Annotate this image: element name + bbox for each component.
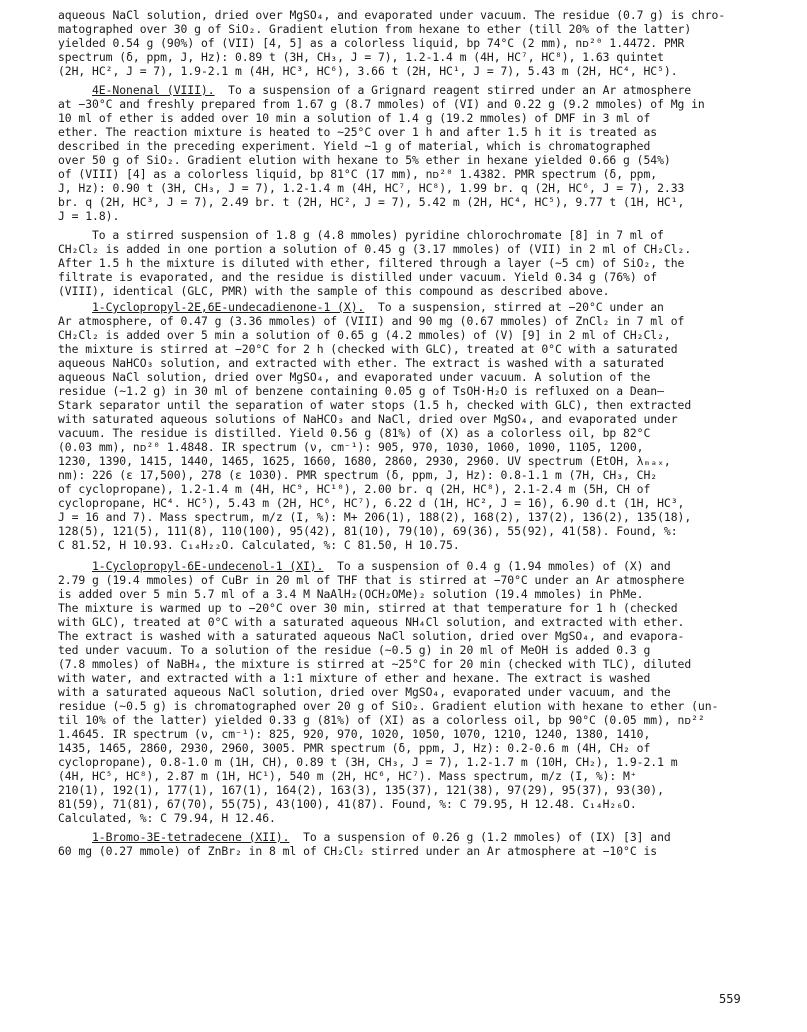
text-line: (7.8 mmoles) of NaBH₄, the mixture is stirred at ~25°C for 20 min (checked with TLC), diluted	[58, 657, 692, 671]
text-line: (VIII), identical (GLC, PMR) with the sample of this compound as described above.	[58, 284, 610, 298]
text-line: with water, and extracted with a 1:1 mixture of ether and hexane. The extract is washed	[58, 671, 651, 685]
text-line: aqueous NaCl solution, dried over MgSO₄, and evaporated under vacuum. The residue (0.7 g) is chro-	[58, 8, 726, 22]
text-line: J = 1.8).	[58, 209, 120, 223]
text-line: yielded 0.54 g (90%) of (VII) [4, 5] as a colorless liquid, bp 74°C (2 mm), nᴅ²⁰ 1.4472. PMR	[58, 36, 685, 50]
text-line: with saturated aqueous solutions of NaHCO₃ and NaCl, dried over MgSO₄, and evaporated under	[58, 412, 678, 426]
text-line: 128(5), 121(5), 111(8), 110(100), 95(42), 81(10), 79(10), 69(36), 55(92), 41(58). Found, %:	[58, 524, 678, 538]
text-line: J = 16 and 7). Mass spectrum, m/z (I, %): M+ 206(1), 188(2), 168(2), 137(2), 136(2), 135(18),	[58, 510, 692, 524]
text-line: residue (~0.5 g) is chromatographed over 20 g of SiO₂. Gradient elution with hexane to ether (un-	[58, 699, 719, 713]
text-line: To a suspension of 0.26 g (1.2 mmoles) of (IX) [3] and	[303, 830, 671, 844]
text-line: 1435, 1465, 2860, 2930, 2960, 3005. PMR spectrum (δ, ppm, J, Hz): 0.2-0.6 m (4H, CH₂ of	[58, 741, 651, 755]
text-line: 81(59), 71(81), 67(70), 55(75), 43(100), 41(87). Found, %: C 79.95, H 12.48. C₁₄H₂₆O.	[58, 797, 637, 811]
text-line: 10 ml of ether is added over 10 min a solution of 1.4 g (19.2 mmoles) of DMF in 3 ml of	[58, 111, 651, 125]
text-line: matographed over 30 g of SiO₂. Gradient elution from hexane to ether (till 20% of the latter)	[58, 22, 692, 36]
text-line: spectrum (δ, ppm, J, Hz): 0.89 t (3H, CH₃, J = 7), 1.2-1.4 m (4H, HC⁷, HC⁸), 1.63 quintet	[58, 50, 664, 64]
text-line: 2.79 g (19.4 mmoles) of CuBr in 20 ml of THF that is stirred at −70°C under an Ar atmosphere	[58, 573, 685, 587]
text-line: (2H, HC², J = 7), 1.9-2.1 m (4H, HC³, HC⁶), 3.66 t (2H, HC¹, J = 7), 5.43 m (2H, HC⁴, HC⁵).	[58, 64, 678, 78]
text-line: Ar atmosphere, of 0.47 g (3.36 mmoles) of (VIII) and 90 mg (0.67 mmoles) of ZnCl₂ in 7 ml of	[58, 314, 685, 328]
text-line: filtrate is evaporated, and the residue is distilled under vacuum. Yield 0.34 g (76%) of	[58, 270, 658, 284]
text-line: cyclopropane), 0.8-1.0 m (1H, CH), 0.89 t (3H, CH₃, J = 7), 1.2-1.7 m (10H, CH₂), 1.9-2.1 m	[58, 755, 678, 769]
text-line: til 10% of the latter) yielded 0.33 g (81%) of (XI) as a colorless oil, bp 90°C (0.05 mm), nᴅ²²	[58, 713, 705, 727]
text-line: nm): 226 (ε 17,500), 278 (ε 1030). PMR spectrum (δ, ppm, J, Hz): 0.8-1.1 m (7H, CH₃, CH₂	[58, 468, 658, 482]
text-line: CH₂Cl₂ is added over 5 min a solution of 0.65 g (4.2 mmoles) of (V) [9] in 2 ml of CH₂Cl₂,	[58, 328, 671, 342]
text-line: ted under vacuum. To a solution of the residue (~0.5 g) in 20 ml of MeOH is added 0.3 g	[58, 643, 651, 657]
text-line: the mixture is stirred at −20°C for 2 h (checked with GLC), treated at 0°C with a saturated	[58, 342, 678, 356]
section-heading: 1-Cyclopropyl-6E-undecenol-1 (XI).	[92, 559, 324, 573]
text-line: (4H, HC⁵, HC⁸), 2.87 m (1H, HC¹), 540 m (2H, HC⁶, HC⁷). Mass spectrum, m/z (I, %): M⁺	[58, 769, 637, 783]
text-line: To a suspension, stirred at −20°C under an	[377, 300, 664, 314]
text-line: vacuum. The residue is distilled. Yield 0.56 g (81%) of (X) as a colorless oil, bp 82°C	[58, 426, 651, 440]
section-heading: 4E-Nonenal (VIII).	[92, 83, 215, 97]
text-line: To a stirred suspension of 1.8 g (4.8 mmoles) pyridine chlorochromate [8] in 7 ml of	[92, 228, 664, 242]
text-line: cyclopropane, HC⁴. HC⁵), 5.43 m (2H, HC⁶, HC⁷), 6.22 d (1H, HC², J = 16), 6.90 d.t (1H, HC³,	[58, 496, 685, 510]
text-line: 1230, 1390, 1415, 1440, 1465, 1625, 1660, 1680, 2860, 2930, 2960. UV spectrum (EtOH, λₘₐₓ,	[58, 454, 671, 468]
text-line: The extract is washed with a saturated aqueous NaCl solution, dried over MgSO₄, and evapora-	[58, 629, 685, 643]
text-line: 210(1), 192(1), 177(1), 167(1), 164(2), 163(3), 135(37), 121(38), 97(29), 95(37), 93(30),	[58, 783, 664, 797]
text-line: of cyclopropane), 1.2-1.4 m (4H, HC⁹, HC¹⁰), 2.00 br. q (2H, HC⁸), 2.1-2.4 m (5H, CH of	[58, 482, 651, 496]
text-line: 1.4645. IR spectrum (ν, cm⁻¹): 825, 920, 970, 1020, 1050, 1070, 1210, 1240, 1380, 1410,	[58, 727, 651, 741]
text-line: To a suspension of a Grignard reagent stirred under an Ar atmosphere	[228, 83, 692, 97]
text-line: After 1.5 h the mixture is diluted with ether, filtered through a layer (~5 cm) of SiO₂, the	[58, 256, 685, 270]
section-heading: 1-Bromo-3E-tetradecene (XII).	[92, 830, 290, 844]
page-number: 559	[719, 992, 741, 1006]
text-line: Stark separator until the separation of water stops (1.5 h, checked with GLC), then extracted	[58, 398, 692, 412]
text-line: aqueous NaHCO₃ solution, and extracted with ether. The extract is washed with a saturated	[58, 356, 664, 370]
text-line: Calculated, %: C 79.94, H 12.46.	[58, 811, 276, 825]
text-line: over 50 g of SiO₂. Gradient elution with hexane to 5% ether in hexane yielded 0.66 g (54%)	[58, 153, 671, 167]
paragraph-first-line	[58, 83, 758, 97]
text-line: aqueous NaCl solution, dried over MgSO₄, and evaporated under vacuum. A solution of the	[58, 370, 651, 384]
paragraph-first-line	[58, 228, 758, 242]
text-line: is added over 5 min 5.7 ml of a 3.4 M NaAlH₂(OCH₂OMe)₂ solution (19.4 mmoles) in PhMe.	[58, 587, 644, 601]
text-line: (0.03 mm), nᴅ²⁰ 1.4848. IR spectrum (ν, cm⁻¹): 905, 970, 1030, 1060, 1090, 1105, 1200,	[58, 440, 644, 454]
text-line: C 81.52, H 10.93. C₁₄H₂₂O. Calculated, %: C 81.50, H 10.75.	[58, 538, 460, 552]
paragraph-first-line	[58, 300, 758, 314]
text-line: 60 mg (0.27 mmole) of ZnBr₂ in 8 ml of CH₂Cl₂ stirred under an Ar atmosphere at −10°C is	[58, 844, 658, 858]
paragraph-first-line	[58, 559, 758, 573]
text-line: residue (~1.2 g) in 30 ml of benzene containing 0.05 g of TsOH·H₂O is refluxed on a Dean–	[58, 384, 664, 398]
text-line: with a saturated aqueous NaCl solution, dried over MgSO₄, evaporated under vacuum, and the	[58, 685, 671, 699]
text-line: The mixture is warmed up to −20°C over 30 min, stirred at that temperature for 1 h (checked	[58, 601, 678, 615]
paragraph-first-line	[58, 830, 758, 844]
text-line: described in the preceding experiment. Yield ~1 g of material, which is chromatographed	[58, 139, 651, 153]
text-line: br. q (2H, HC³, J = 7), 2.49 br. t (2H, HC², J = 7), 5.42 m (2H, HC⁴, HC⁵), 9.77 t (1H, HC¹,	[58, 195, 685, 209]
text-line: ether. The reaction mixture is heated to ~25°C over 1 h and after 1.5 h it is treated as	[58, 125, 658, 139]
text-line: with GLC), treated at 0°C with a saturated aqueous NH₄Cl solution, and extracted with ether.	[58, 615, 685, 629]
text-line: at −30°C and freshly prepared from 1.67 g (8.7 mmoles) of (VI) and 0.22 g (9.2 mmoles) of Mg in	[58, 97, 705, 111]
text-line: CH₂Cl₂ is added in one portion a solution of 0.45 g (3.17 mmoles) of (VII) in 2 ml of CH₂Cl₂.	[58, 242, 692, 256]
text-line: of (VIII) [4] as a colorless liquid, bp 81°C (17 mm), nᴅ²⁰ 1.4382. PMR spectrum (δ, ppm,	[58, 167, 658, 181]
text-line: To a suspension of 0.4 g (1.94 mmoles) of (X) and	[337, 559, 671, 573]
text-line: J, Hz): 0.90 t (3H, CH₃, J = 7), 1.2-1.4 m (4H, HC⁷, HC⁸), 1.99 br. q (2H, HC⁶, J = 7), 2.33	[58, 181, 685, 195]
section-heading: 1-Cyclopropyl-2E,6E-undecadienone-1 (X).	[92, 300, 365, 314]
